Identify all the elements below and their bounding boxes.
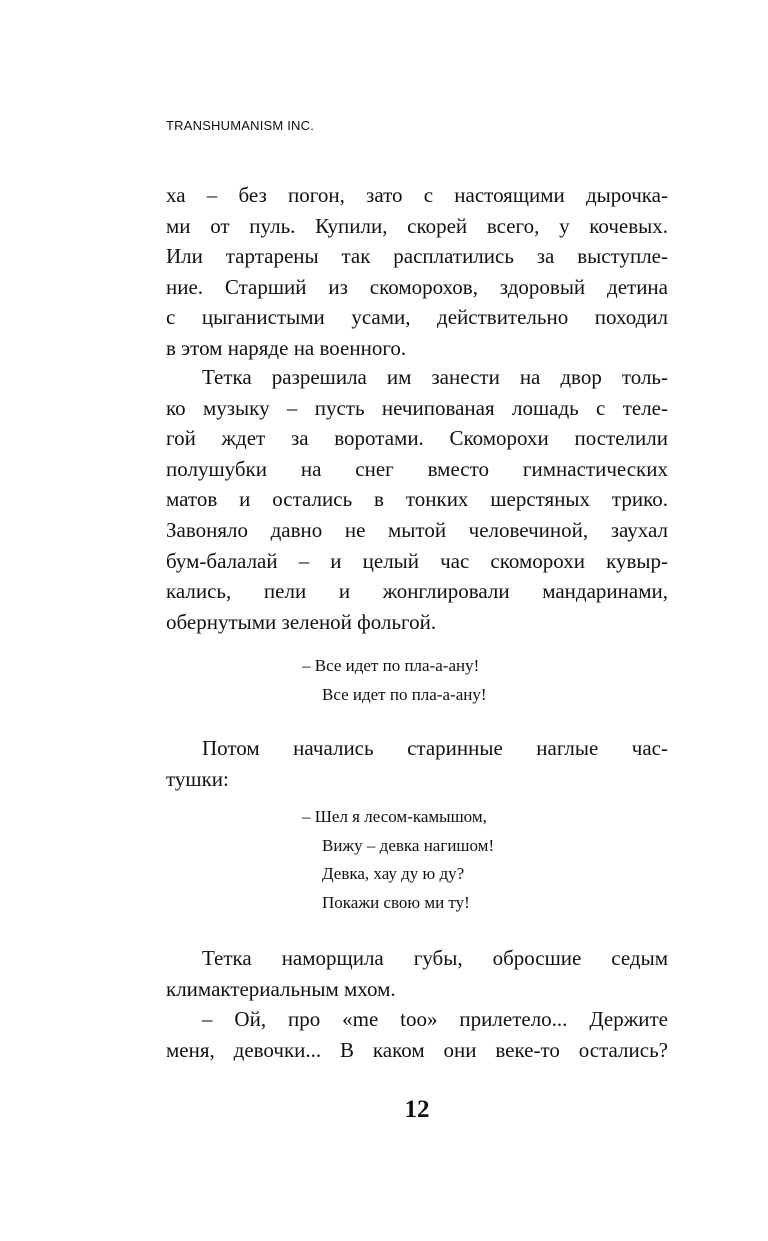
verse-1 — [302, 652, 487, 709]
text-line: гой ждет за воротами. Скоморохи постелили — [166, 426, 668, 451]
text-line: полушубки на снег вместо гимнастических — [166, 456, 668, 481]
text-line: ми от пуль. Купили, скорей всего, у кочевых. — [166, 213, 668, 238]
text-line: ха – без погон, зато с настоящими дырочка- — [166, 183, 668, 207]
page-number: 12 — [404, 1096, 430, 1123]
text-line: в этом наряде на военного. — [166, 335, 407, 360]
text-line: обернутыми зеленой фольгой. — [166, 609, 437, 634]
paragraph-3 — [166, 733, 668, 794]
verse-line: Покажи свою ми ту! — [322, 892, 470, 912]
verse-line: – Все идет по пла-а-ану! — [302, 656, 480, 675]
text-line: кались, пели и жонглировали мандаринами, — [166, 579, 668, 604]
verse-line: Все идет по пла-а-ану! — [322, 684, 487, 704]
text-line: Или тартарены так расплатились за выступле- — [166, 244, 668, 269]
text-line: – Ой, про «me too» прилетело... Держите — [202, 1007, 668, 1031]
running-header: TRANSHUMANISM INC. — [166, 118, 315, 133]
text-line: меня, девочки... В каком они веке-то остались? — [166, 1037, 668, 1062]
text-line: матов и остались в тонких шерстяных трико. — [166, 487, 668, 512]
text-line: Потом начались старинные наглые час- — [202, 736, 668, 760]
verse-line: – Шел я лесом-камышом, — [302, 807, 487, 826]
text-line: ко музыку – пусть нечипованая лошадь с теле- — [166, 395, 668, 420]
text-line: тушки: — [166, 766, 229, 791]
text-line: Тетка наморщила губы, обросшие седым — [202, 946, 668, 970]
paragraph-2 — [166, 362, 668, 637]
verse-line: Вижу – девка нагишом! — [322, 835, 495, 855]
paragraph-1 — [166, 180, 668, 364]
verse-2 — [302, 803, 494, 917]
text-line: бум-балалай – и целый час скоморохи кувыр- — [166, 548, 668, 573]
text-line: климактериальным мхом. — [166, 976, 396, 1001]
text-line: Тетка разрешила им занести на двор толь- — [202, 365, 668, 389]
text-line: с цыганистыми усами, действительно походил — [166, 305, 668, 330]
paragraph-4 — [166, 943, 668, 1004]
text-line: Завоняло давно не мытой человечиной, заухал — [166, 517, 668, 542]
verse-line: Девка, хау ду ю ду? — [322, 864, 465, 883]
paragraph-5 — [166, 1004, 668, 1065]
text-line: ние. Старший из скоморохов, здоровый детина — [166, 274, 668, 299]
